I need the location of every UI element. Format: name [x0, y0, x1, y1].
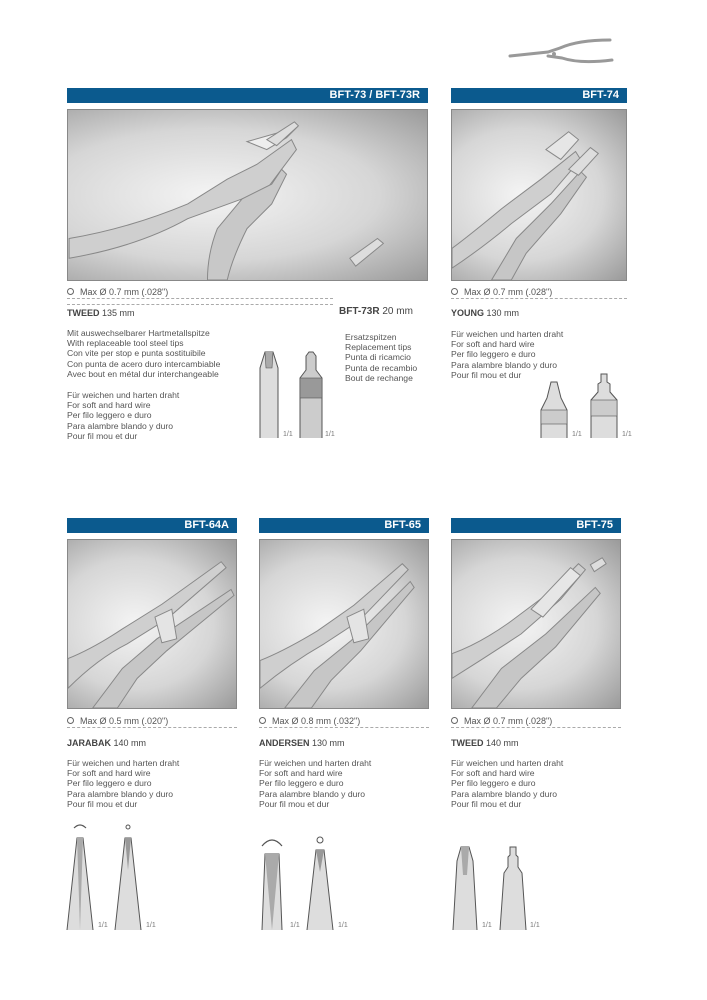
- product-code: BFT-73 / BFT-73R: [329, 89, 420, 101]
- tip-profile-icon: [296, 350, 326, 440]
- header-bar-bft65: [259, 518, 429, 533]
- product-photo-bft65: [259, 539, 429, 709]
- header-bar-bft73: [67, 88, 428, 103]
- wire-list-bft74: Für weichen und harten draht For soft and hard wire Per filo leggero e duro Para alambre blando y duro Pour fil mou et dur: [451, 329, 564, 380]
- header-bar-bft75: [451, 518, 621, 533]
- wire-list-bft64a: Für weichen und harten draht For soft and hard wire Per filo leggero e duro Para alambre blando y duro Pour fil mou et dur: [67, 758, 180, 809]
- pliers-image-icon: [452, 540, 620, 708]
- pliers-image-icon: [68, 540, 236, 708]
- scale-label: 1/1: [530, 922, 540, 929]
- product-photo-bft64a: [67, 539, 237, 709]
- max-wire-spec-bft75: Max Ø 0.7 mm (.028"): [451, 715, 621, 728]
- tip-profile-icon: [304, 832, 336, 932]
- circle-bullet-icon: [259, 717, 266, 724]
- scale-label: 1/1: [325, 431, 335, 438]
- scale-label: 1/1: [98, 922, 108, 929]
- circle-bullet-icon: [451, 717, 458, 724]
- circle-bullet-icon: [451, 288, 458, 295]
- product-title-bft65: ANDERSEN 130 mm: [259, 738, 345, 748]
- scale-label: 1/1: [622, 431, 632, 438]
- tip-profile-icon: [64, 820, 96, 932]
- wire-list-bft65: Für weichen und harten draht For soft and hard wire Per filo leggero e duro Para alambre blando y duro Pour fil mou et dur: [259, 758, 372, 809]
- product-title-bft64a: JARABAK 140 mm: [67, 738, 147, 748]
- product-code: BFT-65: [384, 519, 421, 531]
- scale-label: 1/1: [338, 922, 348, 929]
- wire-list-bft75: Für weichen und harten draht For soft and hard wire Per filo leggero e duro Para alambre blando y duro Pour fil mou et dur: [451, 758, 564, 809]
- scale-label: 1/1: [482, 922, 492, 929]
- product-title-bft74: YOUNG 130 mm: [451, 308, 520, 318]
- tip-profile-icon: [254, 350, 284, 440]
- product-photo-bft74: [451, 109, 627, 281]
- divider: [67, 304, 333, 305]
- tip-profile-icon: [449, 845, 481, 932]
- product-title-bft73r: BFT-73R 20 mm: [339, 306, 413, 317]
- product-code: BFT-74: [582, 89, 619, 101]
- scale-label: 1/1: [283, 431, 293, 438]
- tip-profile-icon: [588, 372, 620, 440]
- tip-profile-icon: [497, 845, 529, 932]
- tip-profile-icon: [112, 820, 144, 932]
- max-wire-spec-bft65: Max Ø 0.8 mm (.032"): [259, 715, 429, 728]
- product-title-bft73: TWEED 135 mm: [67, 308, 135, 318]
- pliers-logo-icon: [508, 34, 618, 66]
- scale-label: 1/1: [290, 922, 300, 929]
- product-photo-bft75: [451, 539, 621, 709]
- feature-list-bft73r: Ersatzspitzen Replacement tips Punta di ricamcio Punta de recambio Bout de rechange: [345, 332, 418, 383]
- header-bar-bft74: [451, 88, 627, 103]
- circle-bullet-icon: [67, 288, 74, 295]
- pliers-image-icon: [452, 110, 626, 280]
- pliers-image-icon: [68, 110, 427, 280]
- max-wire-spec-bft74: Max Ø 0.7 mm (.028"): [451, 286, 627, 299]
- product-title-bft75: TWEED 140 mm: [451, 738, 519, 748]
- product-code: BFT-64A: [184, 519, 229, 531]
- product-code: BFT-75: [576, 519, 613, 531]
- tip-profile-icon: [256, 832, 288, 932]
- scale-label: 1/1: [146, 922, 156, 929]
- max-wire-spec-bft64a: Max Ø 0.5 mm (.020"): [67, 715, 237, 728]
- circle-bullet-icon: [67, 717, 74, 724]
- max-wire-spec-bft73: Max Ø 0.7 mm (.028"): [67, 286, 333, 299]
- product-photo-bft73: [67, 109, 428, 281]
- wire-list-bft73: Für weichen und harten draht For soft and hard wire Per filo leggero e duro Para alambre blando y duro Pour fil mou et dur: [67, 390, 180, 441]
- feature-list-bft73: Mit auswechselbarer Hartmetallspitze With replaceable tool steel tips Con vite per stop e punta sostituibile Con punta de acero duro intercambiable Avec bout en métal dur interchangeable: [67, 328, 221, 379]
- scale-label: 1/1: [572, 431, 582, 438]
- pliers-image-icon: [260, 540, 428, 708]
- tip-profile-icon: [538, 380, 570, 440]
- header-bar-bft64a: [67, 518, 237, 533]
